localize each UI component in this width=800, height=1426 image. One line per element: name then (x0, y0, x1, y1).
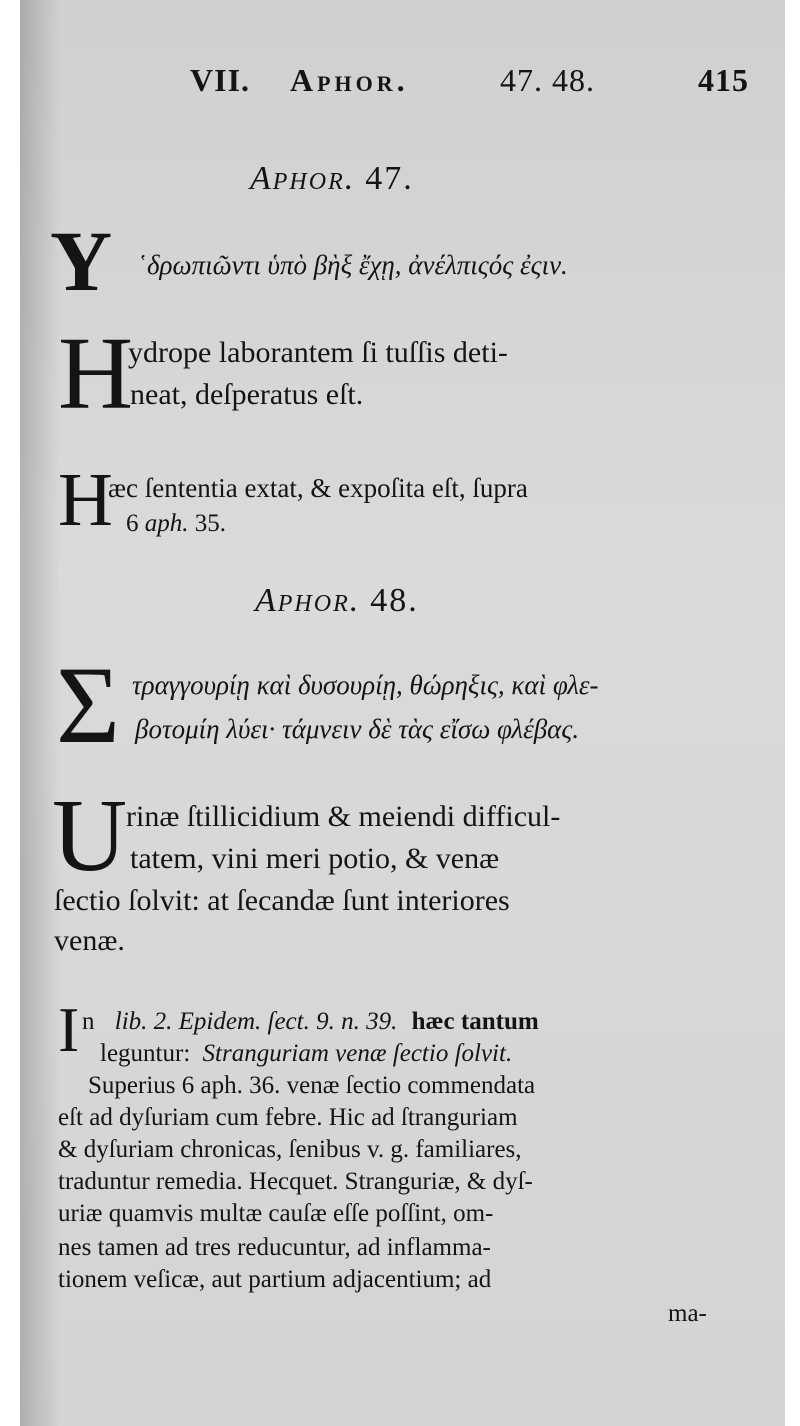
body-line-1: Superius 6 aph. 36. venæ ſectio commendata (88, 1072, 536, 1099)
catchword: ma- (668, 1300, 707, 1327)
section-number: VII. (190, 62, 251, 98)
note-initial-47: H (58, 458, 113, 542)
latin-line-48-2: tatem, vini meri potio, & venæ (130, 842, 500, 875)
latin-line-47-2: neat, deſperatus eſt. (130, 378, 364, 411)
page-number: 415 (698, 62, 749, 98)
latin-line-47-1: ydrope laborantem ſi tuſſis deti- (128, 336, 508, 369)
body-line-4: traduntur remedia. Hecquet. Stranguriæ, & dyſ- (58, 1168, 533, 1195)
commentary-line-2: leguntur: Stranguriam venæ ſectio ſolvit. (100, 1040, 513, 1067)
body-line-2: eſt ad dyſuriam cum febre. Hic ad ſtranguriam (58, 1104, 518, 1131)
latin-initial-47: H (58, 316, 134, 431)
body-line-7: tionem veſicæ, aut partium adjacentium; ad (58, 1266, 492, 1293)
greek-line-48-2: βοτομίη λύει· τάμνειν δὲ τὰς εἴσω φλέβας. (135, 714, 580, 744)
aphorism-47-title: Aphor. 47. (250, 160, 414, 197)
header-aphor: Aphor. (290, 62, 409, 98)
commentary-line-1: n lib. 2. Epidem. ſect. 9. n. 39. hæc tantum (82, 1008, 539, 1035)
body-line-6: nes tamen ad tres reducuntur, ad inflamma- (58, 1234, 491, 1261)
note-line-47-1: æc ſententia extat, & expoſita eſt, ſupra (108, 473, 528, 503)
body-line-5: uriæ quamvis multæ cauſæ eſſe poſſint, om- (58, 1200, 494, 1227)
book-page (20, 0, 785, 1426)
greek-text-47: ῾δρωπιῶντι ὑπὸ βὴξ ἔχῃ, ἀνέλπιςός ἐςιν. (138, 250, 568, 280)
latin-line-48-1: rinæ ſtillicidium & meiendi difficul- (126, 800, 561, 833)
note-line-47-2: 6 aph. 35. (126, 510, 226, 537)
aphorism-48-title: Aphor. 48. (255, 582, 419, 619)
greek-initial-47: Υ (50, 213, 113, 309)
latin-initial-48: U (52, 778, 128, 893)
running-header (190, 62, 755, 102)
body-line-3: & dyſuriam chronicas, ſenibus v. g. familiares, (58, 1136, 522, 1163)
latin-line-48-3: ſectio ſolvit: at ſecandæ ſunt interiores (54, 884, 510, 917)
header-aphorism-numbers: 47. 48. (500, 62, 595, 98)
greek-line-48-1: τραγγουρίῃ καὶ δυσουρίῃ, θώρηξις, καὶ φλε- (132, 670, 599, 700)
latin-line-48-4: venæ. (54, 924, 125, 957)
commentary-initial-48: I (58, 994, 80, 1065)
greek-initial-48: Σ (56, 644, 121, 766)
